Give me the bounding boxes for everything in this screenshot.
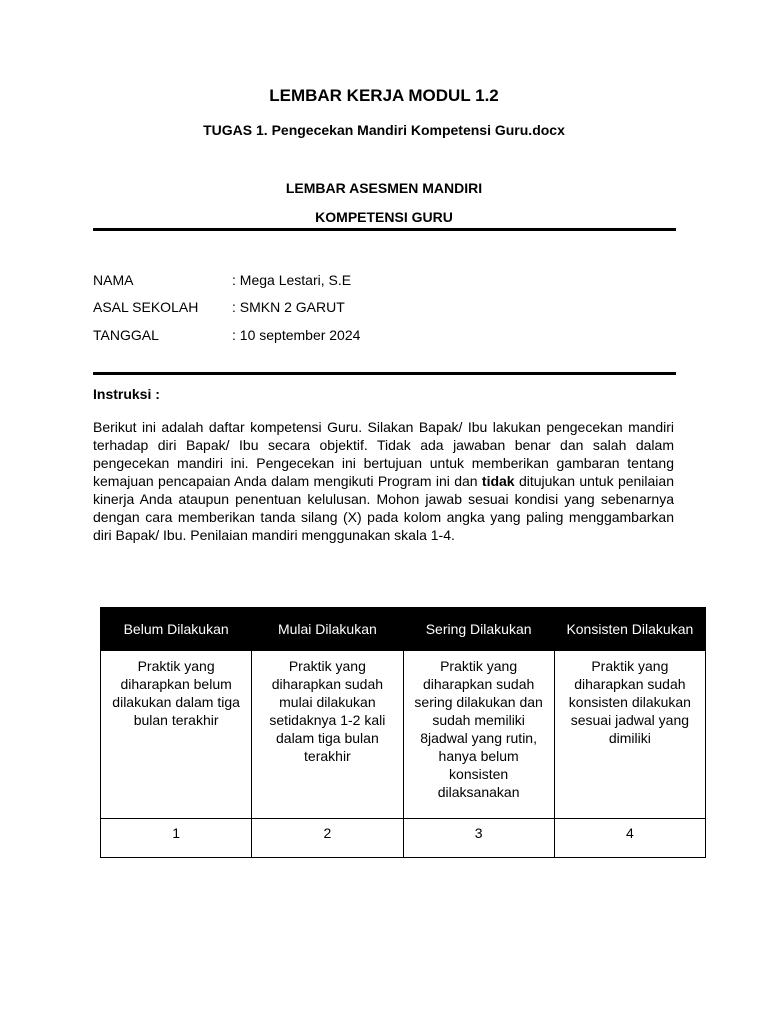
document-subtitle: TUGAS 1. Pengecekan Mandiri Kompetensi Guru.docx [203, 122, 565, 138]
sekolah-label: ASAL SEKOLAH [93, 299, 199, 315]
form-title: LEMBAR ASESMEN MANDIRI [285, 180, 483, 196]
score-cell-3[interactable]: 3 [403, 819, 554, 858]
table-score-row [101, 819, 706, 858]
header-mulai-dilakukan: Mulai Dilakukan [252, 608, 403, 651]
description-cell: Praktik yang diharapkan sudah mulai dilakukan setidaknya 1-2 kali dalam tiga bulan terakhir [252, 651, 403, 819]
sekolah-value: : SMKN 2 GARUT [232, 299, 345, 315]
identity-row-nama [93, 270, 676, 290]
instructions-bold-word: tidak [481, 473, 515, 489]
score-cell-2[interactable]: 2 [252, 819, 403, 858]
bottom-divider [93, 372, 676, 375]
description-cell: Praktik yang diharapkan sudah sering dilakukan dan sudah memiliki 8jadwal yang rutin, hanya belum konsisten dilaksanakan [403, 651, 554, 819]
document-title: LEMBAR KERJA MODUL 1.2 [269, 86, 499, 105]
nama-value: : Mega Lestari, S.E [232, 272, 352, 288]
description-cell: Praktik yang diharapkan belum dilakukan dalam tiga bulan terakhir [101, 651, 252, 819]
nama-label: NAMA [93, 272, 134, 288]
instructions-text-part2: ditujukan untuk penilaian kinerja Anda ataupun penentuan kelulusan. Mohon jawab sesuai kondisi yang sebenarnya dengan cara memberikan tanda silang (X) pada kolom angka yang paling menggambarkan diri Bapak/ Ibu. Penilaian mandiri menggunakan skala 1-4. [93, 473, 674, 543]
description-cell: Praktik yang diharapkan sudah konsisten dilakukan sesuai jadwal yang dimiliki [554, 651, 705, 819]
table-description-row [101, 651, 706, 819]
top-divider [93, 228, 676, 231]
tanggal-label: TANGGAL [93, 327, 159, 343]
instructions-heading: Instruksi : [93, 386, 160, 402]
scale-table [100, 607, 706, 858]
header-konsisten-dilakukan: Konsisten Dilakukan [554, 608, 705, 651]
tanggal-value: : 10 september 2024 [232, 327, 361, 343]
identity-row-sekolah [93, 297, 676, 317]
instructions-text-part1: Berikut ini adalah daftar kompetensi Guru. Silakan Bapak/ Ibu lakukan pengecekan mandiri terhadap diri Bapak/ Ibu secara objektif. Tidak ada jawaban benar dan salah dalam pengecekan mandiri ini. Pengecekan ini bertujuan untuk memberikan gambaran tentang kemajuan pencapaian Anda dalam mengikuti Program ini dan [93, 419, 674, 489]
instructions-body [93, 418, 674, 544]
header-belum-dilakukan: Belum Dilakukan [101, 608, 252, 651]
header-sering-dilakukan: Sering Dilakukan [403, 608, 554, 651]
table-header-row [101, 608, 706, 651]
form-subtitle: KOMPETENSI GURU [315, 209, 453, 225]
score-cell-4[interactable]: 4 [554, 819, 705, 858]
score-cell-1[interactable]: 1 [101, 819, 252, 858]
identity-row-tanggal [93, 325, 676, 345]
